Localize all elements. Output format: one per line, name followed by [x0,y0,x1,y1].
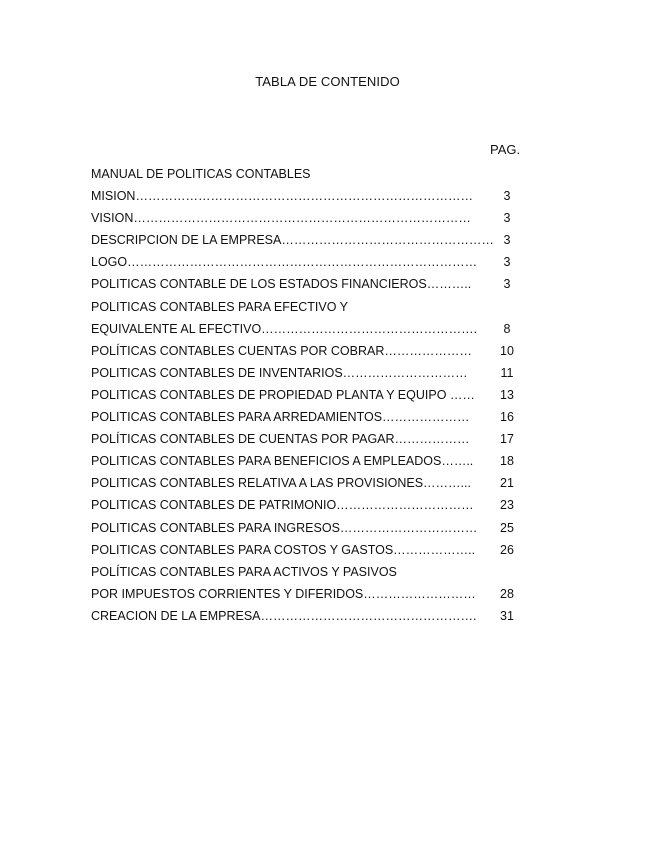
toc-entry [91,406,531,428]
toc-entry-page: 3 [503,277,511,292]
toc-entry-page: 17 [500,432,514,447]
toc-entry [91,472,531,494]
toc-entry-page: 28 [500,586,514,601]
toc-entry [91,561,531,583]
toc-entry [91,362,531,384]
page-title: TABLA DE CONTENIDO [255,74,400,89]
toc-entry-page: 26 [500,542,514,557]
toc-entry-text: MISION……………………………………………………………………… [91,189,473,204]
toc-entry-page: 18 [500,454,514,469]
toc-entry-page: 25 [500,520,514,535]
toc-entry [91,185,531,207]
toc-entry-page: 31 [500,608,514,623]
toc-entry [91,163,531,185]
toc-entry-text: DESCRIPCION DE LA EMPRESA…………………………………………… [91,233,494,248]
toc-entry-text: POLÍTICAS CONTABLES CUENTAS POR COBRAR………………… [91,343,472,358]
page-column-header: PAG. [490,142,521,157]
toc-entry [91,296,531,318]
toc-entry-text: CREACION DE LA EMPRESA……………………………………………. [91,608,477,623]
toc-entry-text: POLITICAS CONTABLES DE INVENTARIOS………………………… [91,365,468,380]
toc-entry-page: 16 [500,410,514,425]
toc-entry [91,428,531,450]
toc-entry [91,494,531,516]
toc-entry-text: POLITICAS CONTABLES PARA INGRESOS…………………………… [91,520,478,535]
toc-entry-page: 10 [500,343,514,358]
toc-entry-text: POLITICAS CONTABLES PARA BENEFICIOS A EMPLEADOS…….. [91,454,474,469]
toc-entry-page: 8 [503,321,511,336]
toc-entry [91,605,531,627]
toc-entry [91,229,531,251]
toc-entry [91,340,531,362]
toc-entry-text: VISION……………………………………………………………………… [91,211,471,226]
toc-entry-text: LOGO………………………………………………………………………… [91,255,478,270]
toc-entry-page: 13 [500,387,514,402]
toc-entry-page: 11 [500,365,514,380]
toc-entry [91,318,531,340]
toc-entry-text: MANUAL DE POLITICAS CONTABLES [91,167,311,181]
toc-entry-page: 3 [503,233,511,248]
toc-entry-text: POLITICAS CONTABLE DE LOS ESTADOS FINANCIEROS……….. [91,277,472,292]
toc-entry-page: 23 [500,498,514,513]
toc-entry-text: EQUIVALENTE AL EFECTIVO……………………………………………. [91,321,478,336]
toc-entry [91,384,531,406]
toc-entry [91,583,531,605]
toc-entry-text: POLITICAS CONTABLES DE PROPIEDAD PLANTA Y EQUIPO …… [91,387,475,402]
toc-entry-page: 3 [503,211,511,226]
toc-entry-text: POLITICAS CONTABLES PARA EFECTIVO Y [91,299,349,314]
table-of-contents [91,163,531,627]
toc-entry [91,207,531,229]
toc-entry-text: POLITICAS CONTABLES PARA COSTOS Y GASTOS……………….. [91,542,476,557]
toc-entry [91,517,531,539]
toc-entry-text: POLITICAS CONTABLES PARA ARREDAMIENTOS………………… [91,410,470,425]
toc-entry-text: POLITICAS CONTABLES DE PATRIMONIO…………………………… [91,498,474,513]
toc-entry-text: POR IMPUESTOS CORRIENTES Y DIFERIDOS……………………… [91,586,476,601]
toc-entry-page: 3 [503,189,511,204]
toc-entry-text: POLÍTICAS CONTABLES DE CUENTAS POR PAGAR……………… [91,432,470,447]
toc-entry [91,450,531,472]
toc-entry-text: POLÍTICAS CONTABLES PARA ACTIVOS Y PASIVOS [91,564,397,579]
toc-entry [91,273,531,295]
toc-entry-page: 21 [500,476,514,491]
toc-entry [91,539,531,561]
toc-entry [91,251,531,273]
toc-entry-page: 3 [503,255,511,270]
toc-entry-text: POLITICAS CONTABLES RELATIVA A LAS PROVISIONES………... [91,476,471,491]
